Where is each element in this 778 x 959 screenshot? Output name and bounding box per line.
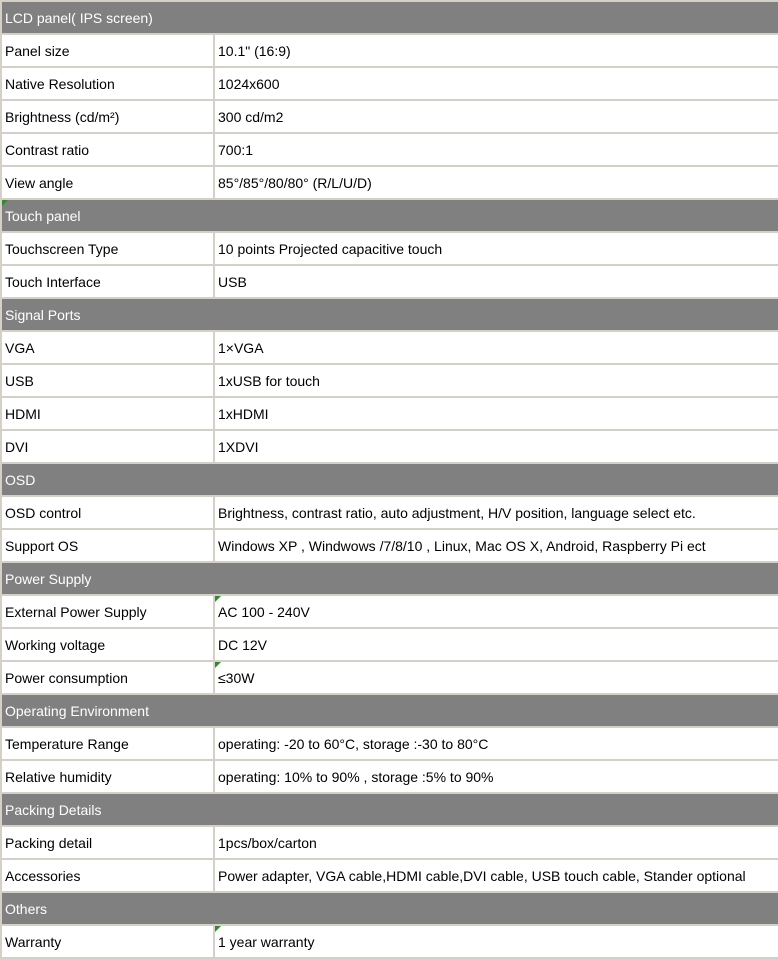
spec-value: 1×VGA [214, 331, 778, 364]
spec-label: Packing detail [1, 826, 214, 859]
spec-label: VGA [1, 331, 214, 364]
spec-value: operating: 10% to 90% , storage :5% to 90% [214, 760, 778, 793]
spec-label: USB [1, 364, 214, 397]
table-row [1, 34, 778, 67]
section-header-packing-details [1, 793, 778, 826]
spec-label: Temperature Range [1, 727, 214, 760]
table-row [1, 265, 778, 298]
table-row [1, 67, 778, 100]
spec-label: Touchscreen Type [1, 232, 214, 265]
spec-value-text: AC 100 - 240V [218, 603, 310, 620]
spec-value: 10 points Projected capacitive touch [214, 232, 778, 265]
spec-label: Warranty [1, 925, 214, 958]
table-row [1, 859, 778, 892]
spec-value: 1pcs/box/carton [214, 826, 778, 859]
table-row [1, 397, 778, 430]
spec-value-text: 1 year warranty [218, 933, 315, 950]
spec-label: DVI [1, 430, 214, 463]
spec-value: 85°/85°/80/80° (R/L/U/D) [214, 166, 778, 199]
section-title: LCD panel( IPS screen) [1, 1, 778, 34]
section-header-osd [1, 463, 778, 496]
table-row [1, 628, 778, 661]
spec-value: Brightness, contrast ratio, auto adjustment, H/V position, language select etc. [214, 496, 778, 529]
section-title: Packing Details [1, 793, 778, 826]
spec-label: Contrast ratio [1, 133, 214, 166]
section-header-signal-ports [1, 298, 778, 331]
spec-value: 1xUSB for touch [214, 364, 778, 397]
spec-value: 1024x600 [214, 67, 778, 100]
spec-label: Touch Interface [1, 265, 214, 298]
spec-value: DC 12V [214, 628, 778, 661]
comment-marker [215, 662, 221, 668]
table-row [1, 496, 778, 529]
spec-value: 700:1 [214, 133, 778, 166]
spec-label: View angle [1, 166, 214, 199]
section-header-operating-environment [1, 694, 778, 727]
section-title: Others [1, 892, 778, 925]
table-row [1, 232, 778, 265]
spec-label: Brightness (cd/m²) [1, 100, 214, 133]
table-row [1, 100, 778, 133]
section-title: OSD [1, 463, 778, 496]
spec-label: HDMI [1, 397, 214, 430]
spec-value: Power adapter, VGA cable,HDMI cable,DVI cable, USB touch cable, Stander optional [214, 859, 778, 892]
spec-label: Panel size [1, 34, 214, 67]
table-row [1, 595, 778, 628]
spec-label: External Power Supply [1, 595, 214, 628]
spec-label: Working voltage [1, 628, 214, 661]
spec-value: 10.1" (16:9) [214, 34, 778, 67]
table-row [1, 760, 778, 793]
spec-label: Native Resolution [1, 67, 214, 100]
table-row [1, 364, 778, 397]
spec-value: 300 cd/m2 [214, 100, 778, 133]
section-title-text: Touch panel [5, 207, 81, 224]
spec-value [214, 661, 778, 694]
section-title: Power Supply [1, 562, 778, 595]
spec-value: 1xHDMI [214, 397, 778, 430]
spec-value-text: ≤30W [218, 669, 255, 686]
spec-label: OSD control [1, 496, 214, 529]
table-row [1, 331, 778, 364]
section-title: Operating Environment [1, 694, 778, 727]
comment-marker [215, 596, 221, 602]
table-row [1, 661, 778, 694]
spec-value: USB [214, 265, 778, 298]
spec-value: 1XDVI [214, 430, 778, 463]
spec-label: Relative humidity [1, 760, 214, 793]
table-row [1, 133, 778, 166]
spec-value [214, 595, 778, 628]
section-title: Signal Ports [1, 298, 778, 331]
spec-label: Power consumption [1, 661, 214, 694]
spec-value: Windows XP , Windwows /7/8/10 , Linux, Mac OS X, Android, Raspberry Pi ect [214, 529, 778, 562]
spec-label: Support OS [1, 529, 214, 562]
table-row [1, 430, 778, 463]
comment-marker [215, 926, 221, 932]
table-row [1, 166, 778, 199]
section-title [1, 199, 778, 232]
section-header-touch-panel [1, 199, 778, 232]
table-row [1, 727, 778, 760]
section-header-lcd-panel [1, 1, 778, 34]
section-header-others [1, 892, 778, 925]
spec-label: Accessories [1, 859, 214, 892]
spec-value [214, 925, 778, 958]
section-header-power-supply [1, 562, 778, 595]
table-row [1, 529, 778, 562]
comment-marker [2, 200, 8, 206]
spec-value: operating: -20 to 60°C, storage :-30 to 80°C [214, 727, 778, 760]
table-row [1, 826, 778, 859]
table-row [1, 925, 778, 958]
